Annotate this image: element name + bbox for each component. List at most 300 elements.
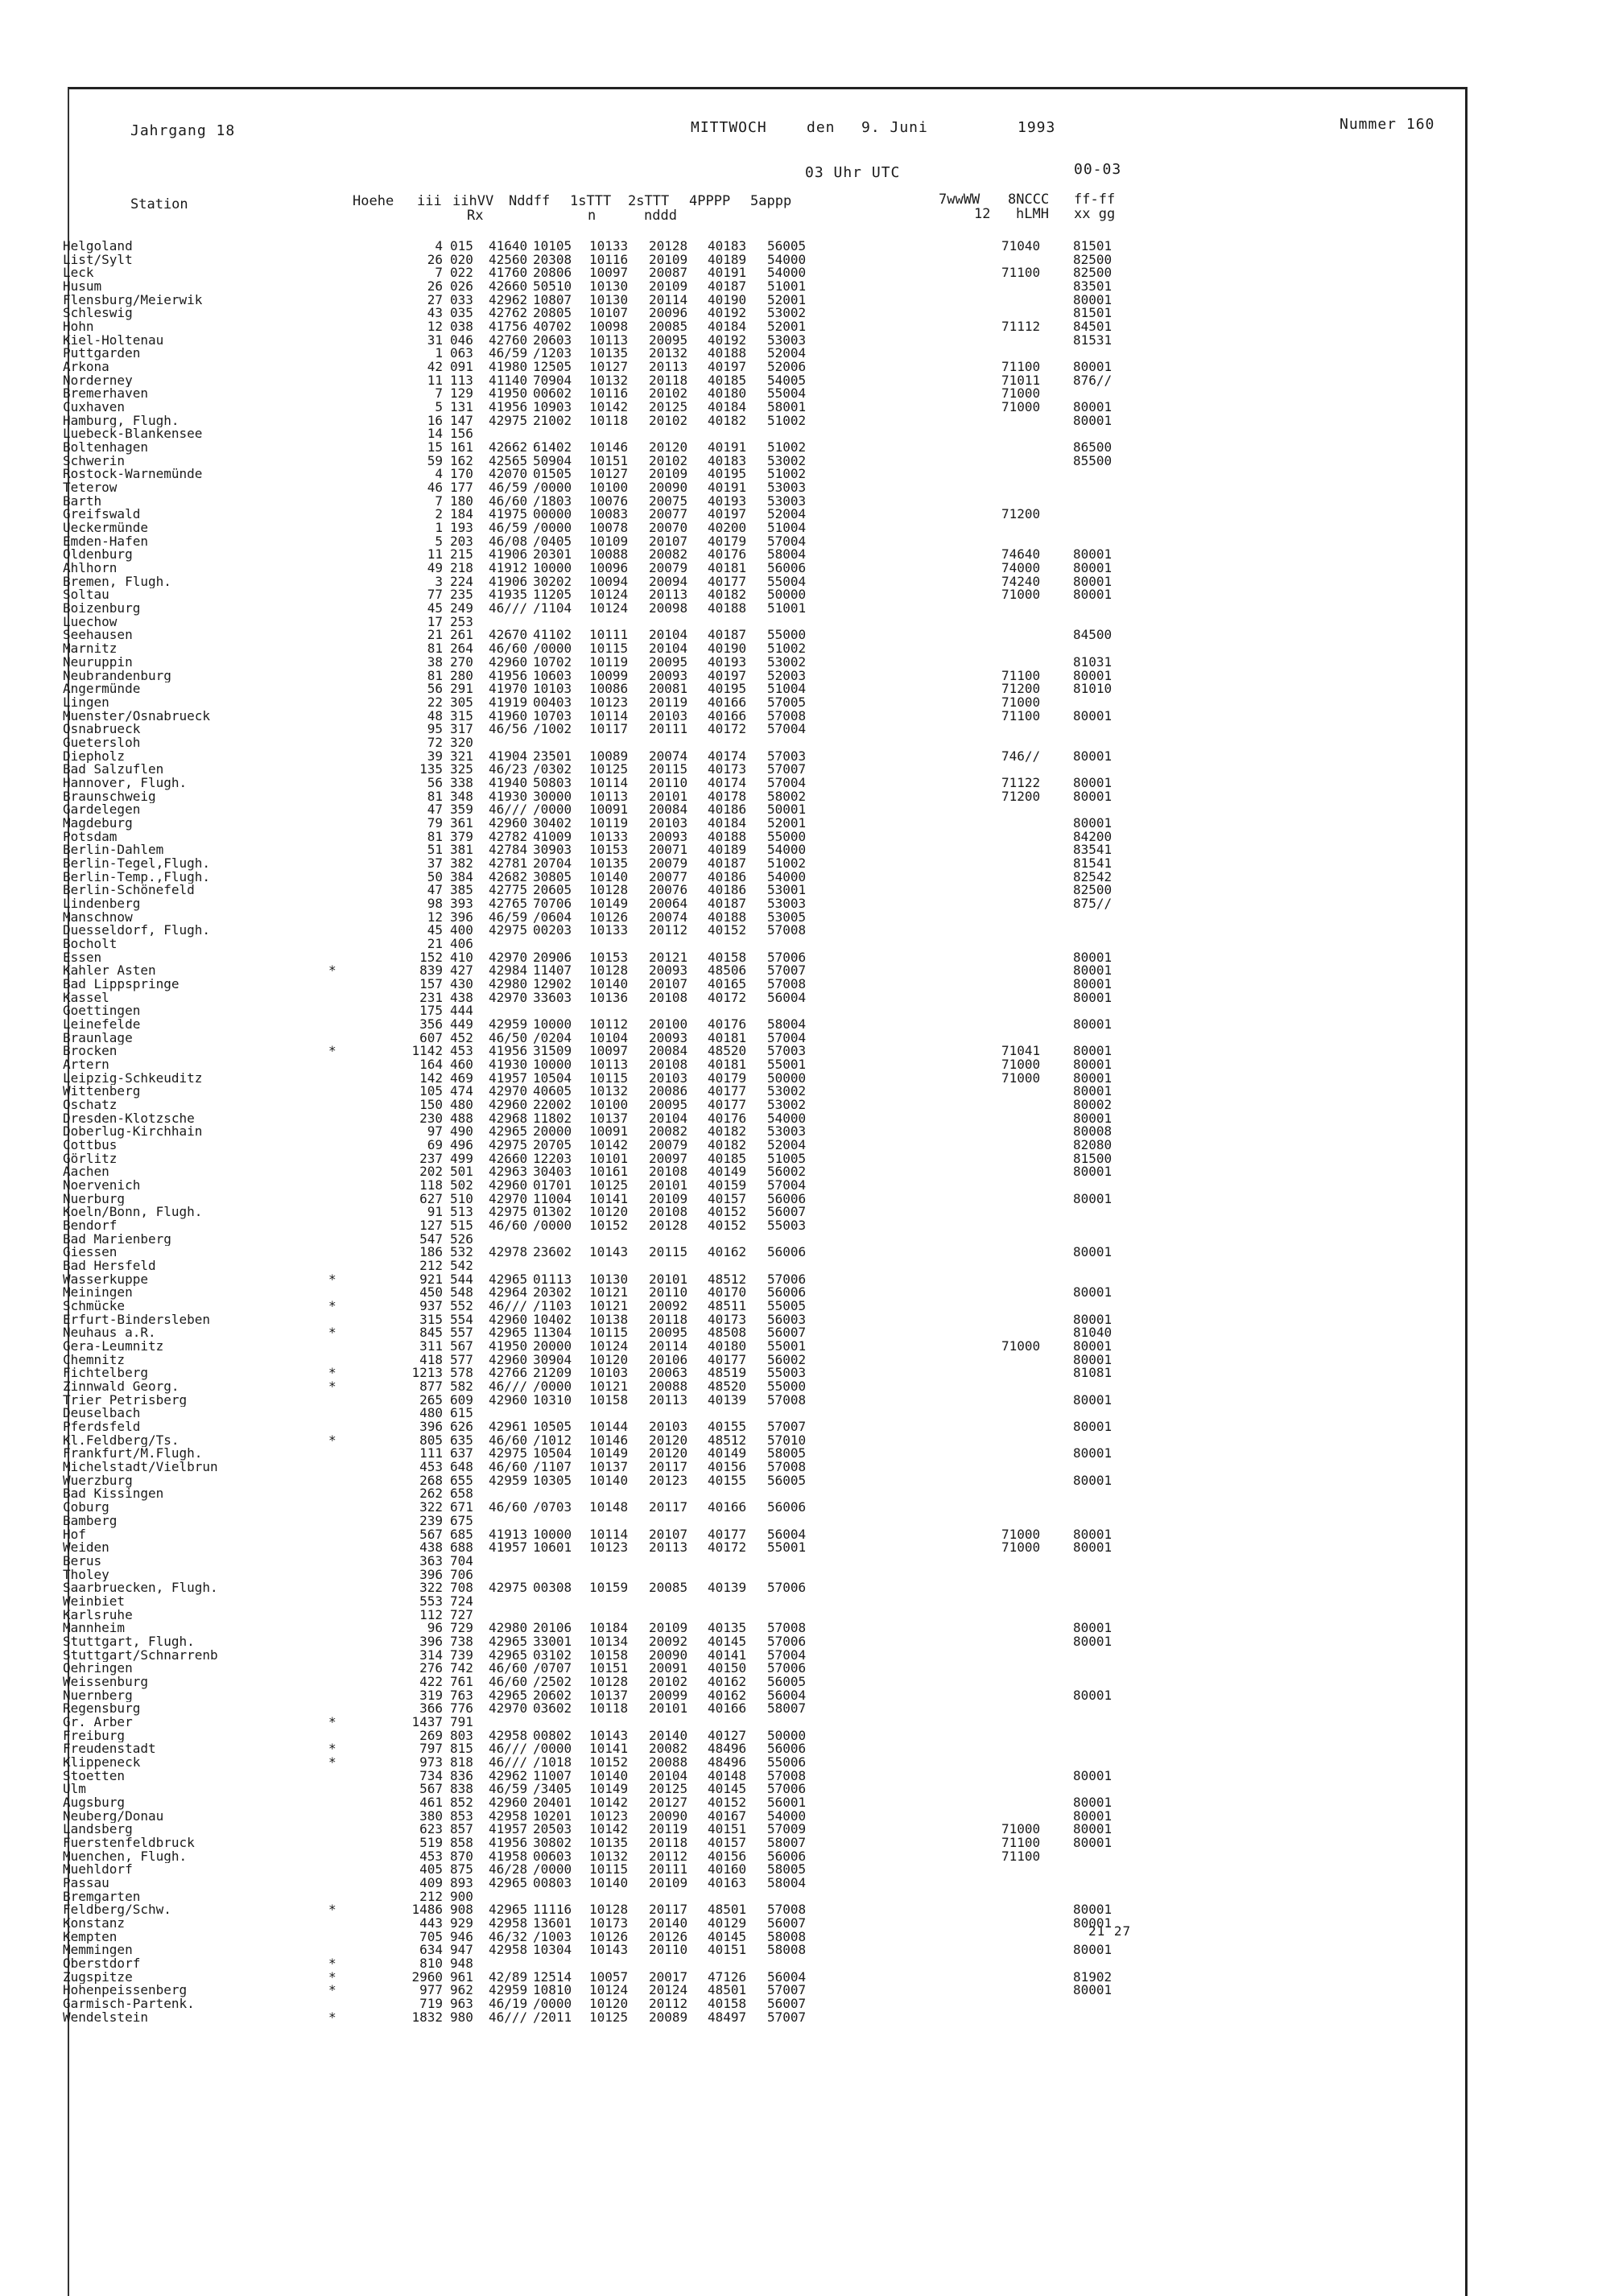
station-iihvv: 42660 [489, 1150, 528, 1166]
station-4pppp: 40185 [708, 1150, 747, 1166]
station-hoehe: 396 [419, 1633, 443, 1649]
station-5appp: 57007 [767, 1982, 807, 1998]
station-5appp: 56007 [767, 1325, 807, 1341]
station-hoehe: 276 [419, 1660, 443, 1676]
station-2sttt: 20119 [649, 694, 688, 710]
station-iii: 688 [450, 1540, 473, 1556]
station-iihvv: 42975 [489, 1445, 528, 1461]
table-row [63, 1300, 1447, 1313]
station-iii: 474 [450, 1083, 473, 1099]
station-2sttt: 20127 [649, 1794, 688, 1810]
station-hoehe: 39 [427, 748, 443, 764]
station-4pppp: 48506 [708, 963, 747, 979]
table-row [63, 1783, 1447, 1796]
station-8nccc: 81531 [1073, 332, 1113, 348]
station-4pppp: 40166 [708, 1700, 747, 1717]
station-5appp: 51005 [767, 1150, 807, 1166]
station-iii: 875 [450, 1861, 473, 1878]
station-4pppp: 40135 [708, 1620, 747, 1636]
station-1sttt: 10152 [589, 1754, 629, 1770]
station-2sttt: 20095 [649, 1097, 688, 1112]
table-row [63, 857, 1447, 871]
col-7wwww: 7wwWW [939, 192, 980, 208]
station-5appp: 56004 [767, 989, 807, 1005]
station-hoehe: 265 [419, 1391, 443, 1408]
station-iihvv: 41912 [489, 560, 528, 576]
station-iihvv: 42961 [489, 1419, 528, 1435]
station-8nccc: 80001 [1073, 1083, 1113, 1099]
station-name: Hannover, Flugh. [63, 776, 188, 790]
station-iihvv: 41760 [489, 265, 528, 281]
station-name: Essen [63, 950, 102, 965]
station-8nccc: 80001 [1073, 814, 1113, 831]
station-name: Hohenpeissenberg [63, 1984, 188, 1998]
station-2sttt: 20109 [649, 1620, 688, 1636]
station-8nccc: 80001 [1073, 1620, 1113, 1636]
station-2sttt: 20110 [649, 1942, 688, 1958]
station-hoehe: 937 [419, 1298, 443, 1314]
station-iii: 908 [450, 1902, 473, 1918]
station-7wwww: 74000 [1001, 560, 1041, 576]
station-2sttt: 20093 [649, 667, 688, 683]
table-row [63, 1836, 1447, 1850]
station-2sttt: 20100 [649, 1016, 688, 1032]
station-5appp: 57004 [767, 1647, 807, 1663]
station-hoehe: 322 [419, 1580, 443, 1596]
station-nddff: /0000 [533, 802, 572, 818]
station-1sttt: 10103 [589, 1365, 629, 1381]
station-4pppp: 40156 [708, 1848, 747, 1864]
station-4pppp: 40189 [708, 251, 747, 267]
station-1sttt: 10148 [589, 1499, 629, 1515]
station-2sttt: 20108 [649, 989, 688, 1005]
station-iii: 739 [450, 1647, 473, 1663]
station-5appp: 52001 [767, 814, 807, 831]
station-nddff: 01302 [533, 1204, 572, 1220]
station-iihvv: 42970 [489, 1190, 528, 1206]
station-nddff: /1018 [533, 1754, 572, 1770]
station-4pppp: 48497 [708, 2009, 747, 2025]
table-row [63, 548, 1447, 562]
station-hoehe: 27 [427, 291, 443, 307]
station-2sttt: 20064 [649, 895, 688, 911]
station-name: Bad Marienberg [63, 1232, 171, 1247]
station-2sttt: 20110 [649, 1284, 688, 1301]
station-nddff: 20503 [533, 1821, 572, 1837]
station-nddff: 00203 [533, 922, 572, 938]
station-iii: 637 [450, 1445, 473, 1461]
station-iii: 020 [450, 251, 473, 267]
station-2sttt: 20092 [649, 1298, 688, 1314]
station-hoehe: 7 [435, 385, 443, 402]
table-row [63, 1512, 1447, 1528]
station-8nccc: 80001 [1073, 1942, 1113, 1958]
mountain-marker: * [328, 2009, 336, 2025]
station-2sttt: 20086 [649, 1083, 688, 1099]
station-8nccc: 80001 [1073, 546, 1113, 563]
station-1sttt: 10116 [589, 385, 629, 402]
station-4pppp: 40177 [708, 1351, 747, 1367]
station-name: Bremgarten [63, 1890, 141, 1904]
station-iii: 648 [450, 1459, 473, 1475]
station-nddff: 10105 [533, 238, 572, 254]
station-nddff: 10702 [533, 653, 572, 670]
station-nddff: 20805 [533, 305, 572, 321]
station-1sttt: 10130 [589, 278, 629, 295]
station-name: Coburg [63, 1501, 109, 1515]
station-5appp: 53003 [767, 1123, 807, 1140]
station-nddff: 00802 [533, 1727, 572, 1743]
station-hoehe: 56 [427, 774, 443, 790]
station-1sttt: 10153 [589, 842, 629, 858]
station-5appp: 50000 [767, 587, 807, 603]
station-iii: 033 [450, 291, 473, 307]
station-iii: 615 [450, 1405, 473, 1421]
station-name: Gera-Leumnitz [63, 1340, 164, 1354]
station-4pppp: 40193 [708, 493, 747, 509]
station-iii: 557 [450, 1325, 473, 1341]
station-name: Berlin-Temp.,Flugh. [63, 870, 211, 884]
station-iihvv: 46/60 [489, 493, 528, 509]
table-row [63, 266, 1447, 280]
station-iii: 706 [450, 1566, 473, 1582]
station-iihvv: 42958 [489, 1727, 528, 1743]
station-name: Muehldorf [63, 1863, 133, 1877]
station-name: Erfurt-Bindersleben [63, 1313, 211, 1327]
station-5appp: 55004 [767, 573, 807, 589]
station-name: Tholey [63, 1568, 109, 1582]
station-nddff: 11407 [533, 963, 572, 979]
station-2sttt: 20128 [649, 238, 688, 254]
station-2sttt: 20112 [649, 1848, 688, 1864]
station-name: Muenster/Osnabrueck [63, 709, 211, 723]
station-1sttt: 10140 [589, 868, 629, 884]
station-name: Chemnitz [63, 1353, 126, 1367]
station-nddff: 20605 [533, 882, 572, 898]
station-hoehe: 567 [419, 1526, 443, 1542]
station-1sttt: 10133 [589, 922, 629, 938]
station-hoehe: 12 [427, 319, 443, 335]
station-4pppp: 48512 [708, 1432, 747, 1448]
station-2sttt: 20095 [649, 332, 688, 348]
station-5appp: 51001 [767, 278, 807, 295]
station-2sttt: 20126 [649, 1928, 688, 1944]
station-8nccc: 80001 [1073, 1445, 1113, 1461]
station-2sttt: 20104 [649, 627, 688, 643]
station-1sttt: 10149 [589, 895, 629, 911]
station-iii: 577 [450, 1351, 473, 1367]
station-name: Wendelstein [63, 2010, 148, 2025]
station-1sttt: 10143 [589, 1727, 629, 1743]
station-4pppp: 40182 [708, 1137, 747, 1153]
station-name: Magdeburg [63, 816, 133, 831]
station-name: Hamburg, Flugh. [63, 414, 180, 428]
station-2sttt: 20079 [649, 855, 688, 871]
table-row [63, 723, 1447, 736]
station-2sttt: 20140 [649, 1727, 688, 1743]
station-name: Rostock-Warnemünde [63, 468, 203, 482]
station-iihvv: 42965 [489, 1271, 528, 1287]
mountain-marker: * [328, 1365, 336, 1381]
station-2sttt: 20108 [649, 1056, 688, 1072]
station-hoehe: 453 [419, 1848, 443, 1864]
station-1sttt: 10152 [589, 1218, 629, 1234]
table-row [63, 1474, 1447, 1488]
station-7wwww: 71100 [1001, 359, 1041, 375]
station-hoehe: 366 [419, 1700, 443, 1717]
station-2sttt: 20120 [649, 1445, 688, 1461]
station-iii: 129 [450, 385, 473, 402]
station-nddff: 30202 [533, 573, 572, 589]
station-iihvv: 41919 [489, 694, 528, 710]
station-7wwww: 71000 [1001, 1821, 1041, 1837]
station-iii: 838 [450, 1781, 473, 1797]
station-5appp: 55001 [767, 1338, 807, 1354]
station-4pppp: 40155 [708, 1419, 747, 1435]
station-iihvv: 46/32 [489, 1928, 528, 1944]
station-iihvv: 42960 [489, 1177, 528, 1193]
station-8nccc: 80001 [1073, 1540, 1113, 1556]
station-2sttt: 20090 [649, 480, 688, 496]
station-name: Stoetten [63, 1769, 126, 1783]
station-5appp: 54000 [767, 251, 807, 267]
station-nddff: 00403 [533, 694, 572, 710]
col-iii: iii [417, 193, 442, 209]
station-2sttt: 20092 [649, 1633, 688, 1649]
station-5appp: 57006 [767, 1580, 807, 1596]
station-4pppp: 40187 [708, 895, 747, 911]
table-row [63, 1099, 1447, 1112]
station-iihvv: 46/59 [489, 480, 528, 496]
station-4pppp: 48520 [708, 1043, 747, 1059]
station-2sttt: 20102 [649, 452, 688, 468]
station-4pppp: 40162 [708, 1673, 747, 1689]
station-4pppp: 40187 [708, 278, 747, 295]
station-hoehe: 48 [427, 707, 443, 723]
station-4pppp: 40139 [708, 1580, 747, 1596]
station-2sttt: 20084 [649, 1043, 688, 1059]
station-1sttt: 10114 [589, 707, 629, 723]
table-row [63, 814, 1447, 831]
station-iihvv: 42760 [489, 332, 528, 348]
station-4pppp: 48496 [708, 1754, 747, 1770]
station-2sttt: 20102 [649, 1673, 688, 1689]
table-row [63, 602, 1447, 616]
station-iii: 738 [450, 1633, 473, 1649]
station-1sttt: 10124 [589, 587, 629, 603]
station-iihvv: 46/23 [489, 761, 528, 777]
station-iii: 449 [450, 1016, 473, 1032]
table-row [63, 481, 1447, 495]
station-1sttt: 10114 [589, 774, 629, 790]
station-iihvv: 42970 [489, 989, 528, 1005]
station-4pppp: 40129 [708, 1915, 747, 1931]
station-iihvv: 46/// [489, 1741, 528, 1757]
station-nddff: 20704 [533, 855, 572, 871]
station-nddff: 20106 [533, 1620, 572, 1636]
station-7wwww: 71000 [1001, 1526, 1041, 1542]
station-1sttt: 10142 [589, 1821, 629, 1837]
station-iihvv: 41975 [489, 506, 528, 522]
station-8nccc: 80001 [1073, 1821, 1113, 1837]
station-4pppp: 40186 [708, 802, 747, 818]
station-2sttt: 20075 [649, 493, 688, 509]
station-iihvv: 41970 [489, 681, 528, 697]
table-row [63, 1528, 1447, 1542]
table-row [63, 1407, 1447, 1420]
col-station: Station [130, 196, 188, 212]
station-4pppp: 40181 [708, 1056, 747, 1072]
station-nddff: 30000 [533, 788, 572, 804]
mountain-marker: * [328, 963, 336, 979]
station-hoehe: 1486 [411, 1902, 443, 1918]
station-hoehe: 1 [435, 520, 443, 536]
col-4pppp: 4PPPP [689, 193, 731, 209]
station-2sttt: 20111 [649, 1861, 688, 1878]
station-2sttt: 20090 [649, 1808, 688, 1824]
station-name: Goettingen [63, 1004, 141, 1018]
table-row [63, 1029, 1447, 1045]
station-iii: 427 [450, 963, 473, 979]
station-nddff: 01701 [533, 1177, 572, 1193]
station-1sttt: 10116 [589, 251, 629, 267]
station-iihvv: 42960 [489, 1794, 528, 1810]
station-4pppp: 40172 [708, 1540, 747, 1556]
station-hoehe: 111 [419, 1445, 443, 1461]
table-row [63, 1246, 1447, 1259]
table-row [63, 1461, 1447, 1474]
station-5appp: 57007 [767, 2009, 807, 2025]
station-5appp: 56005 [767, 1673, 807, 1689]
station-name: Neuberg/Donau [63, 1809, 164, 1824]
station-1sttt: 10109 [589, 533, 629, 549]
station-iihvv: 42766 [489, 1365, 528, 1381]
station-nddff: 11802 [533, 1110, 572, 1126]
station-iii: 359 [450, 802, 473, 818]
station-name: Cuxhaven [63, 401, 126, 414]
station-name: Lingen [63, 695, 109, 710]
station-4pppp: 40188 [708, 909, 747, 925]
station-1sttt: 10057 [589, 1968, 629, 1985]
station-nddff: 20603 [533, 332, 572, 348]
station-iii: 305 [450, 694, 473, 710]
station-7wwww: 746// [1001, 748, 1041, 764]
station-hoehe: 135 [419, 761, 443, 777]
station-5appp: 53002 [767, 653, 807, 670]
station-hoehe: 877 [419, 1379, 443, 1395]
station-5appp: 55001 [767, 1056, 807, 1072]
table-row [63, 653, 1447, 670]
station-hoehe: 26 [427, 251, 443, 267]
station-8nccc: 84200 [1073, 828, 1113, 844]
station-iii: 203 [450, 533, 473, 549]
station-iii: 091 [450, 359, 473, 375]
station-name: Marnitz [63, 642, 118, 656]
station-name: Luechow [63, 615, 118, 629]
station-name: Cottbus [63, 1139, 118, 1152]
station-iii: 379 [450, 828, 473, 844]
station-iii: 729 [450, 1620, 473, 1636]
station-hoehe: 553 [419, 1593, 443, 1609]
station-1sttt: 10149 [589, 1781, 629, 1797]
station-5appp: 56005 [767, 238, 807, 254]
station-name: Guetersloh [63, 736, 141, 750]
station-name: Duesseldorf, Flugh. [63, 924, 211, 938]
station-iihvv: 46/60 [489, 1660, 528, 1676]
table-row [63, 1326, 1447, 1340]
table-row [63, 588, 1447, 602]
station-8nccc: 82500 [1073, 251, 1113, 267]
station-iihvv: 41956 [489, 667, 528, 683]
station-2sttt: 20017 [649, 1968, 688, 1985]
station-8nccc: 80001 [1073, 1982, 1113, 1998]
table-row [63, 251, 1447, 267]
station-hoehe: 315 [419, 1311, 443, 1327]
station-iihvv: 42960 [489, 1311, 528, 1327]
table-row [63, 1944, 1447, 1957]
station-iii: 015 [450, 238, 473, 254]
station-1sttt: 10113 [589, 788, 629, 804]
station-1sttt: 10120 [589, 1996, 629, 2012]
station-1sttt: 10126 [589, 1928, 629, 1944]
station-iii: 381 [450, 842, 473, 858]
station-iihvv: 46/60 [489, 641, 528, 657]
mountain-marker: * [328, 1325, 336, 1341]
station-2sttt: 20119 [649, 1821, 688, 1837]
station-name: Oldenburg [63, 548, 133, 563]
station-7wwww: 71200 [1001, 506, 1041, 522]
station-2sttt: 20111 [649, 721, 688, 737]
mountain-marker: * [328, 1741, 336, 1757]
station-1sttt: 10135 [589, 855, 629, 871]
station-hoehe: 623 [419, 1821, 443, 1837]
station-nddff: 10504 [533, 1445, 572, 1461]
station-2sttt: 20104 [649, 1110, 688, 1126]
station-iihvv: 46/// [489, 600, 528, 616]
station-nddff: /0000 [533, 641, 572, 657]
station-2sttt: 20120 [649, 1432, 688, 1448]
table-row [63, 991, 1447, 1005]
station-iihvv: 46/59 [489, 1781, 528, 1797]
station-iihvv: 41930 [489, 1056, 528, 1072]
den-label: den [807, 119, 836, 136]
station-name: Michelstadt/Vielbrun [63, 1461, 218, 1474]
station-iii: 184 [450, 506, 473, 522]
station-5appp: 58008 [767, 1942, 807, 1958]
station-4pppp: 40178 [708, 788, 747, 804]
station-1sttt: 10120 [589, 1204, 629, 1220]
station-hoehe: 21 [427, 935, 443, 951]
station-iihvv: 46/56 [489, 721, 528, 737]
station-5appp: 58007 [767, 1700, 807, 1717]
station-hoehe: 164 [419, 1056, 443, 1072]
station-1sttt: 10121 [589, 1284, 629, 1301]
station-name: Bremerhaven [63, 387, 148, 402]
table-row [63, 1649, 1447, 1663]
station-iihvv: 42960 [489, 814, 528, 831]
station-hoehe: 231 [419, 989, 443, 1005]
station-nddff: 20308 [533, 251, 572, 267]
station-2sttt: 20102 [649, 385, 688, 402]
table-row [63, 562, 1447, 575]
station-5appp: 57008 [767, 1391, 807, 1408]
station-8nccc: 81501 [1073, 305, 1113, 321]
table-row [63, 1152, 1447, 1166]
station-7wwww: 71112 [1001, 319, 1041, 335]
station-1sttt: 10091 [589, 1123, 629, 1140]
station-iihvv: 42960 [489, 1351, 528, 1367]
station-5appp: 54000 [767, 842, 807, 858]
